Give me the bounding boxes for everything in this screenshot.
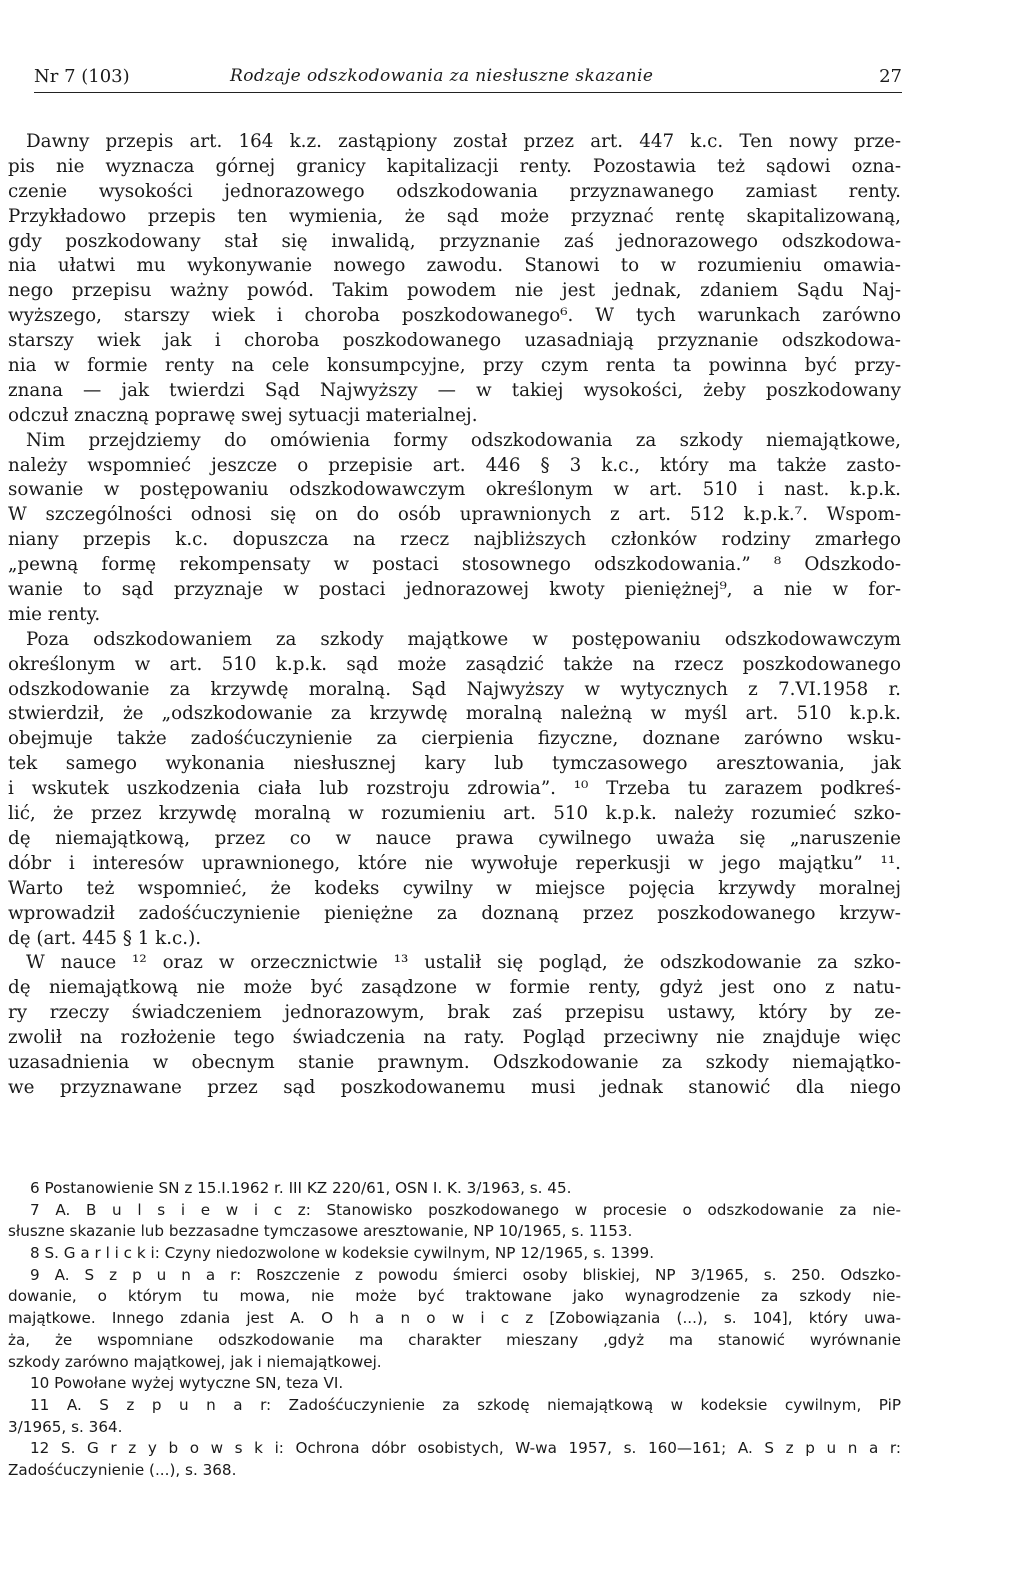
- footnote-line: 6 Postanowienie SN z 15.I.1962 r. III KZ 220/61, OSN I. K. 3/1963, s. 45.: [30, 1179, 572, 1197]
- text-line: wyższego, starszy wiek i choroba poszkodowanego⁶. W tych warunkach zarówno: [8, 305, 901, 327]
- footnote-line: dowanie, o którym tu mowa, nie może być traktowane jako wynagrodzenie za szkody nie-: [8, 1287, 901, 1306]
- text-line: pis nie wyznacza górnej granicy kapitalizacji renty. Pozostawia też sądowi ozna-: [8, 155, 901, 177]
- footnote-line: 8 S. G a r l i c k i: Czyny niedozwolone w kodeksie cywilnym, NP 12/1965, s. 1399.: [30, 1244, 655, 1263]
- text-line: nia w formie renty na cele konsumpcyjne, przy czym renta ta powinna być przy-: [8, 355, 901, 377]
- footnote-line: 10 Powołane wyżej wytyczne SN, teza VI.: [30, 1374, 344, 1393]
- footnote-line: słuszne skazanie lub bezzasadne tymczasowe aresztowanie, NP 10/1965, s. 1153.: [8, 1222, 633, 1241]
- text-line: W nauce ¹² oraz w orzecznictwie ¹³ ustalił się pogląd, że odszkodowanie za szko-: [26, 952, 901, 974]
- text-line: gdy poszkodowany stał się inwalidą, przyznanie zaś jednorazowego odszkodowa-: [8, 230, 901, 252]
- text-line: dóbr i interesów uprawnionego, które nie wywołuje reperkusji w jego majątku” ¹¹.: [8, 852, 901, 874]
- text-line: stwierdził, że „odszkodowanie za krzywdę moralną należną w myśl art. 510 k.p.k.: [8, 703, 901, 725]
- footnote-line: Zadośćuczynienie (...), s. 368.: [8, 1460, 237, 1479]
- text-line: ry rzeczy świadczeniem jednorazowym, brak zaś przepisu ustawy, który by ze-: [8, 1002, 901, 1024]
- text-line: obejmuje także zadośćuczynienie za cierpienia fizyczne, doznane zarówno wsku-: [8, 728, 901, 750]
- text-line: lić, że przez krzywdę moralną w rozumieniu art. 510 k.p.k. należy rozumieć szko-: [8, 803, 901, 825]
- running-title: Rodzaje odszkodowania za niesłuszne skazanie: [230, 66, 654, 86]
- footnote-line: 9 A. S z p u n a r: Roszczenie z powodu śmierci osoby bliskiej, NP 3/1965, s. 250. Odszko-: [30, 1265, 901, 1284]
- text-line: tek samego wykonania niesłusznej kary lub tymczasowego aresztowania, jak: [8, 753, 901, 775]
- footnote-line: 3/1965, s. 364.: [8, 1417, 123, 1436]
- text-line: „pewną formę rekompensaty w postaci stosownego odszkodowania.” ⁸ Odszkodo-: [8, 554, 901, 576]
- text-line: we przyznawane przez sąd poszkodowanemu musi jednak stanowić dla niego: [8, 1076, 901, 1098]
- footnote-line: szkody zarówno majątkowej, jak i niemajątkowej.: [8, 1352, 382, 1371]
- text-line: dę (art. 445 § 1 k.c.).: [8, 927, 202, 949]
- text-line: starszy wiek jak i choroba poszkodowanego uzasadniają przyznanie odszkodowa-: [8, 330, 901, 352]
- text-line: mie renty.: [8, 603, 101, 625]
- text-line: dę niemajątkową nie może być zasądzone w formie renty, gdyż jest ono z natu-: [8, 977, 901, 999]
- text-line: sowanie w postępowaniu odszkodowawczym określonym w art. 510 i nast. k.p.k.: [8, 479, 901, 501]
- footnote-line: majątkowe. Innego zdania jest A. O h a n o w i c z [Zobowiązania (...), s. 104], który uwa-: [8, 1309, 901, 1328]
- page-header: [34, 62, 902, 93]
- footnote-line: ża, że wspomniane odszkodowanie ma charakter mieszany ,gdyż ma stanowić wyrównanie: [8, 1330, 901, 1349]
- text-line: Poza odszkodowaniem za szkody majątkowe w postępowaniu odszkodowawczym: [26, 628, 901, 650]
- footnote-line: 12 S. G r z y b o w s k i: Ochrona dóbr osobistych, W-wa 1957, s. 160—161; A. S z p u n a r:: [30, 1439, 901, 1458]
- text-line: W szczególności odnosi się on do osób uprawnionych z art. 512 k.p.k.⁷. Wspom-: [8, 504, 901, 526]
- text-line: odszkodowanie za krzywdę moralną. Sąd Najwyższy w wytycznych z 7.VI.1958 r.: [8, 678, 901, 700]
- text-line: wprowadził zadośćuczynienie pieniężne za doznaną przez poszkodowanego krzyw-: [8, 902, 901, 924]
- text-line: uzasadnienia w obecnym stanie prawnym. Odszkodowanie za szkody niemajątko-: [8, 1051, 901, 1073]
- issue-number: Nr 7 (103): [34, 66, 130, 87]
- text-line: dę niemajątkową, przez co w nauce prawa cywilnego uważa się „naruszenie: [8, 827, 901, 849]
- text-line: nego przepisu ważny powód. Takim powodem nie jest jednak, zdaniem Sądu Naj-: [8, 280, 901, 302]
- text-line: należy wspomnieć jeszcze o przepisie art. 446 § 3 k.c., który ma także zasto-: [8, 454, 901, 476]
- text-line: zwolił na rozłożenie tego świadczenia na raty. Pogląd przeciwny nie znajduje więc: [8, 1027, 901, 1049]
- text-line: odczuł znaczną poprawę swej sytuacji materialnej.: [8, 404, 478, 426]
- page-number: 27: [879, 66, 902, 87]
- text-line: czenie wysokości jednorazowego odszkodowania przyznawanego zamiast renty.: [8, 180, 901, 202]
- footnote-line: 11 A. S z p u n a r: Zadośćuczynienie za szkodę niemajątkową w kodeksie cywilnym, PiP: [30, 1395, 901, 1414]
- text-line: Warto też wspomnieć, że kodeks cywilny w miejsce pojęcia krzywdy moralnej: [8, 877, 901, 899]
- text-line: Przykładowo przepis ten wymienia, że sąd może przyznać rentę skapitalizowaną,: [8, 205, 901, 227]
- main-text: [8, 130, 901, 1101]
- footnote-line: 7 A. B u l s i e w i c z: Stanowisko poszkodowanego w procesie o odszkodowanie za nie-: [30, 1200, 901, 1219]
- text-line: znana — jak twierdzi Sąd Najwyższy — w takiej wysokości, żeby poszkodowany: [8, 379, 901, 401]
- text-line: i wskutek uszkodzenia ciała lub rozstroju zdrowia”. ¹⁰ Trzeba tu zarazem podkreś-: [8, 778, 901, 800]
- footnotes: [8, 1178, 901, 1482]
- text-line: niany przepis k.c. dopuszcza na rzecz najbliższych członków rodziny zmarłego: [8, 529, 901, 551]
- text-line: wanie to sąd przyznaje w postaci jednorazowej kwoty pieniężnej⁹, a nie w for-: [8, 579, 901, 601]
- text-line: Dawny przepis art. 164 k.z. zastąpiony został przez art. 447 k.c. Ten nowy prze-: [26, 131, 901, 152]
- text-line: określonym w art. 510 k.p.k. sąd może zasądzić także na rzecz poszkodowanego: [8, 653, 901, 675]
- text-line: Nim przejdziemy do omówienia formy odszkodowania za szkody niemajątkowe,: [26, 429, 901, 451]
- text-line: nia ułatwi mu wykonywanie nowego zawodu. Stanowi to w rozumieniu omawia-: [8, 255, 901, 277]
